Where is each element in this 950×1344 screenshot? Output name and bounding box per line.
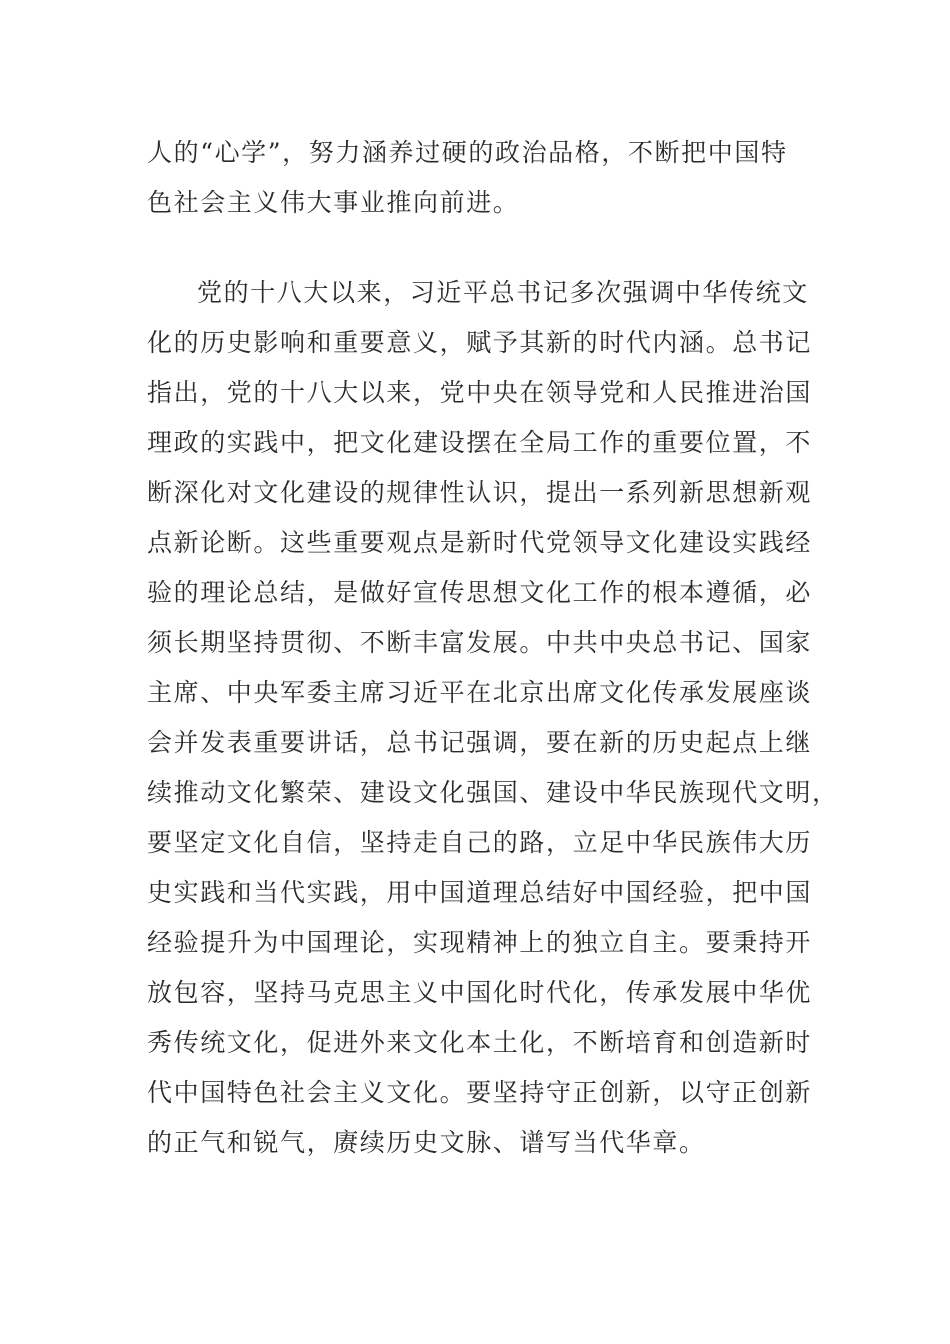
text-line: 人的“心学”，努力涵养过硬的政治品格，不断把中国特 [147, 138, 788, 167]
text-line: 续推动文化繁荣、建设文化强国、建设中华民族现代文明， [147, 778, 839, 807]
text-line: 秀传统文化，促进外来文化本土化，不断培育和创造新时 [147, 1028, 813, 1057]
text-line: 指出，党的十八大以来，党中央在领导党和人民推进治国 [147, 378, 813, 407]
text-line: 断深化对文化建设的规律性认识，提出一系列新思想新观 [147, 478, 813, 507]
text-line: 主席、中央军委主席习近平在北京出席文化传承发展座谈 [147, 678, 813, 707]
text-line: 的正气和锐气，赓续历史文脉、谱写当代华章。 [147, 1128, 706, 1157]
paragraph-main [147, 268, 839, 1168]
paragraph-continuation [147, 128, 797, 228]
text-line-first: 党的十八大以来，习近平总书记多次强调中华传统文 [197, 278, 809, 307]
text-line: 会并发表重要讲话，总书记强调，要在新的历史起点上继 [147, 728, 813, 757]
text-line: 经验提升为中国理论，实现精神上的独立自主。要秉持开 [147, 928, 813, 957]
text-line: 点新论断。这些重要观点是新时代党领导文化建设实践经 [147, 528, 813, 557]
text-line: 理政的实践中，把文化建设摆在全局工作的重要位置，不 [147, 428, 813, 457]
text-line: 验的理论总结，是做好宣传思想文化工作的根本遵循，必 [147, 578, 813, 607]
text-line: 要坚定文化自信，坚持走自己的路，立足中华民族伟大历 [147, 828, 813, 857]
text-line: 代中国特色社会主义文化。要坚持守正创新，以守正创新 [147, 1078, 813, 1107]
text-line: 史实践和当代实践，用中国道理总结好中国经验，把中国 [147, 878, 813, 907]
text-line: 须长期坚持贯彻、不断丰富发展。中共中央总书记、国家 [147, 628, 813, 657]
text-line: 化的历史影响和重要意义，赋予其新的时代内涵。总书记 [147, 328, 813, 357]
text-line: 色社会主义伟大事业推向前进。 [147, 188, 520, 217]
text-line: 放包容，坚持马克思主义中国化时代化，传承发展中华优 [147, 978, 813, 1007]
